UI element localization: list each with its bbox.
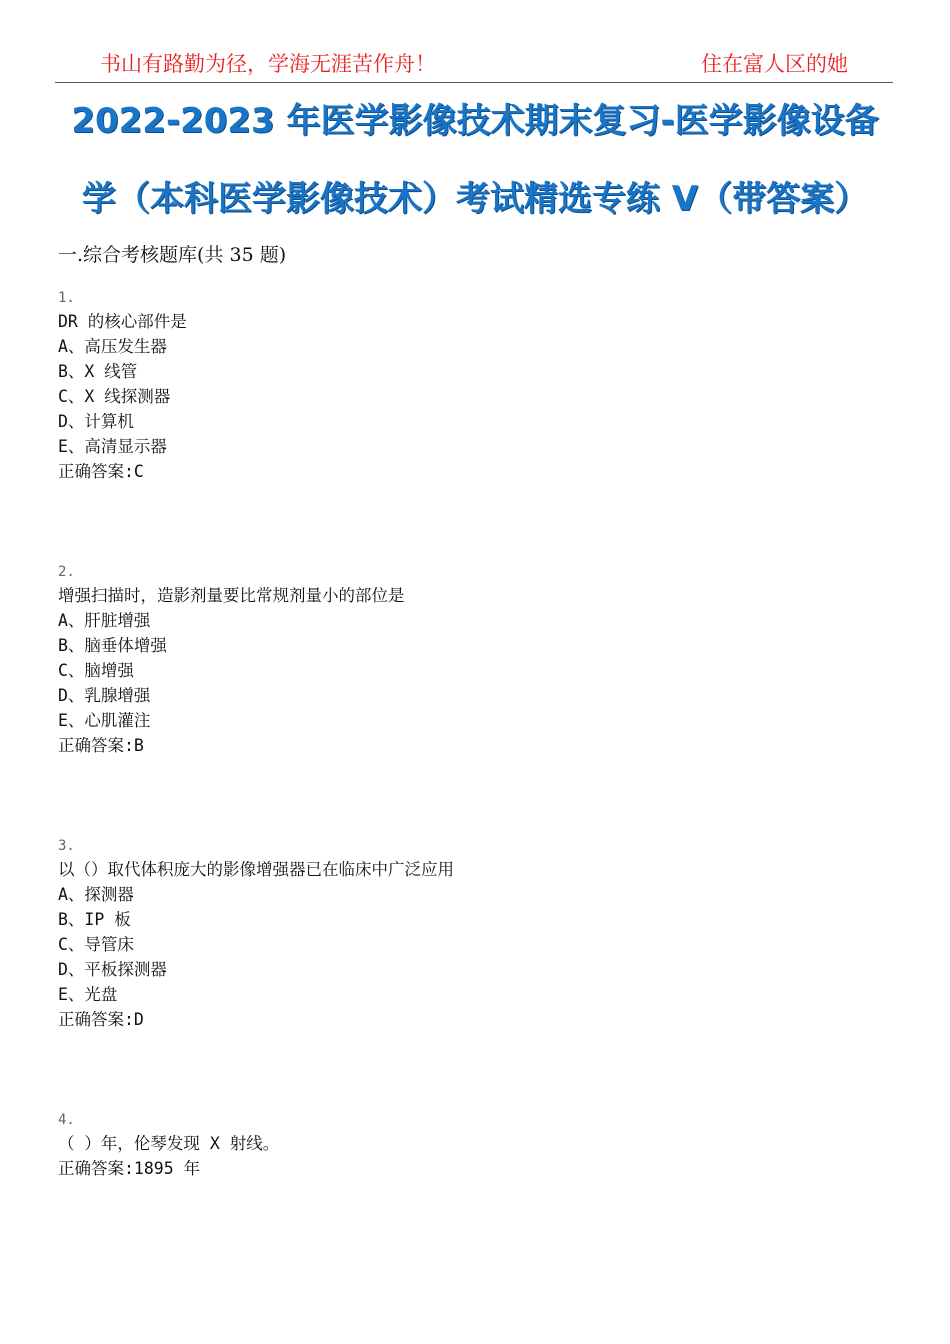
- option-b: B、X 线管: [58, 362, 138, 381]
- option-b: B、IP 板: [58, 910, 131, 929]
- question-stem: 增强扫描时，造影剂量要比常规剂量小的部位是: [58, 586, 405, 605]
- question-2: [58, 561, 758, 758]
- question-number: 3.: [58, 838, 75, 854]
- correct-answer: 正确答案:C: [58, 462, 144, 481]
- option-c: C、导管床: [58, 935, 134, 954]
- question-number: 2.: [58, 564, 75, 580]
- option-c: C、X 线探测器: [58, 387, 171, 406]
- document-title-line-1: 2022-2023 年医学影像技术期末复习-医学影像设备: [71, 101, 879, 141]
- option-c: C、脑增强: [58, 661, 134, 680]
- option-e: E、光盘: [58, 985, 118, 1004]
- option-d: D、计算机: [58, 412, 134, 431]
- question-4: [58, 1109, 758, 1181]
- document-title-line-2: 学（本科医学影像技术）考试精选专练 V（带答案）: [81, 179, 869, 219]
- question-3: [58, 835, 758, 1032]
- question-1: [58, 287, 758, 484]
- question-stem: 以（）取代体积庞大的影像增强器已在临床中广泛应用: [58, 860, 454, 879]
- option-a: A、探测器: [58, 885, 134, 904]
- correct-answer: 正确答案:B: [58, 736, 144, 755]
- option-e: E、高清显示器: [58, 437, 167, 456]
- question-number: 4.: [58, 1112, 75, 1128]
- header-motto: 书山有路勤为径，学海无涯苦作舟！: [100, 52, 436, 76]
- option-e: E、心肌灌注: [58, 711, 151, 730]
- question-number: 1.: [58, 290, 75, 306]
- question-stem: DR 的核心部件是: [58, 312, 187, 331]
- correct-answer: 正确答案:1895 年: [58, 1159, 201, 1178]
- option-d: D、平板探测器: [58, 960, 167, 979]
- document-title: [50, 82, 900, 238]
- section-heading: 一.综合考核题库(共 35 题): [58, 244, 287, 266]
- option-d: D、乳腺增强: [58, 686, 151, 705]
- question-stem: （ ）年，伦琴发现 X 射线。: [58, 1134, 280, 1153]
- option-b: B、脑垂体增强: [58, 636, 167, 655]
- correct-answer: 正确答案:D: [58, 1010, 144, 1029]
- header-author: 住在富人区的她: [701, 52, 848, 76]
- option-a: A、高压发生器: [58, 337, 167, 356]
- option-a: A、肝脏增强: [58, 611, 151, 630]
